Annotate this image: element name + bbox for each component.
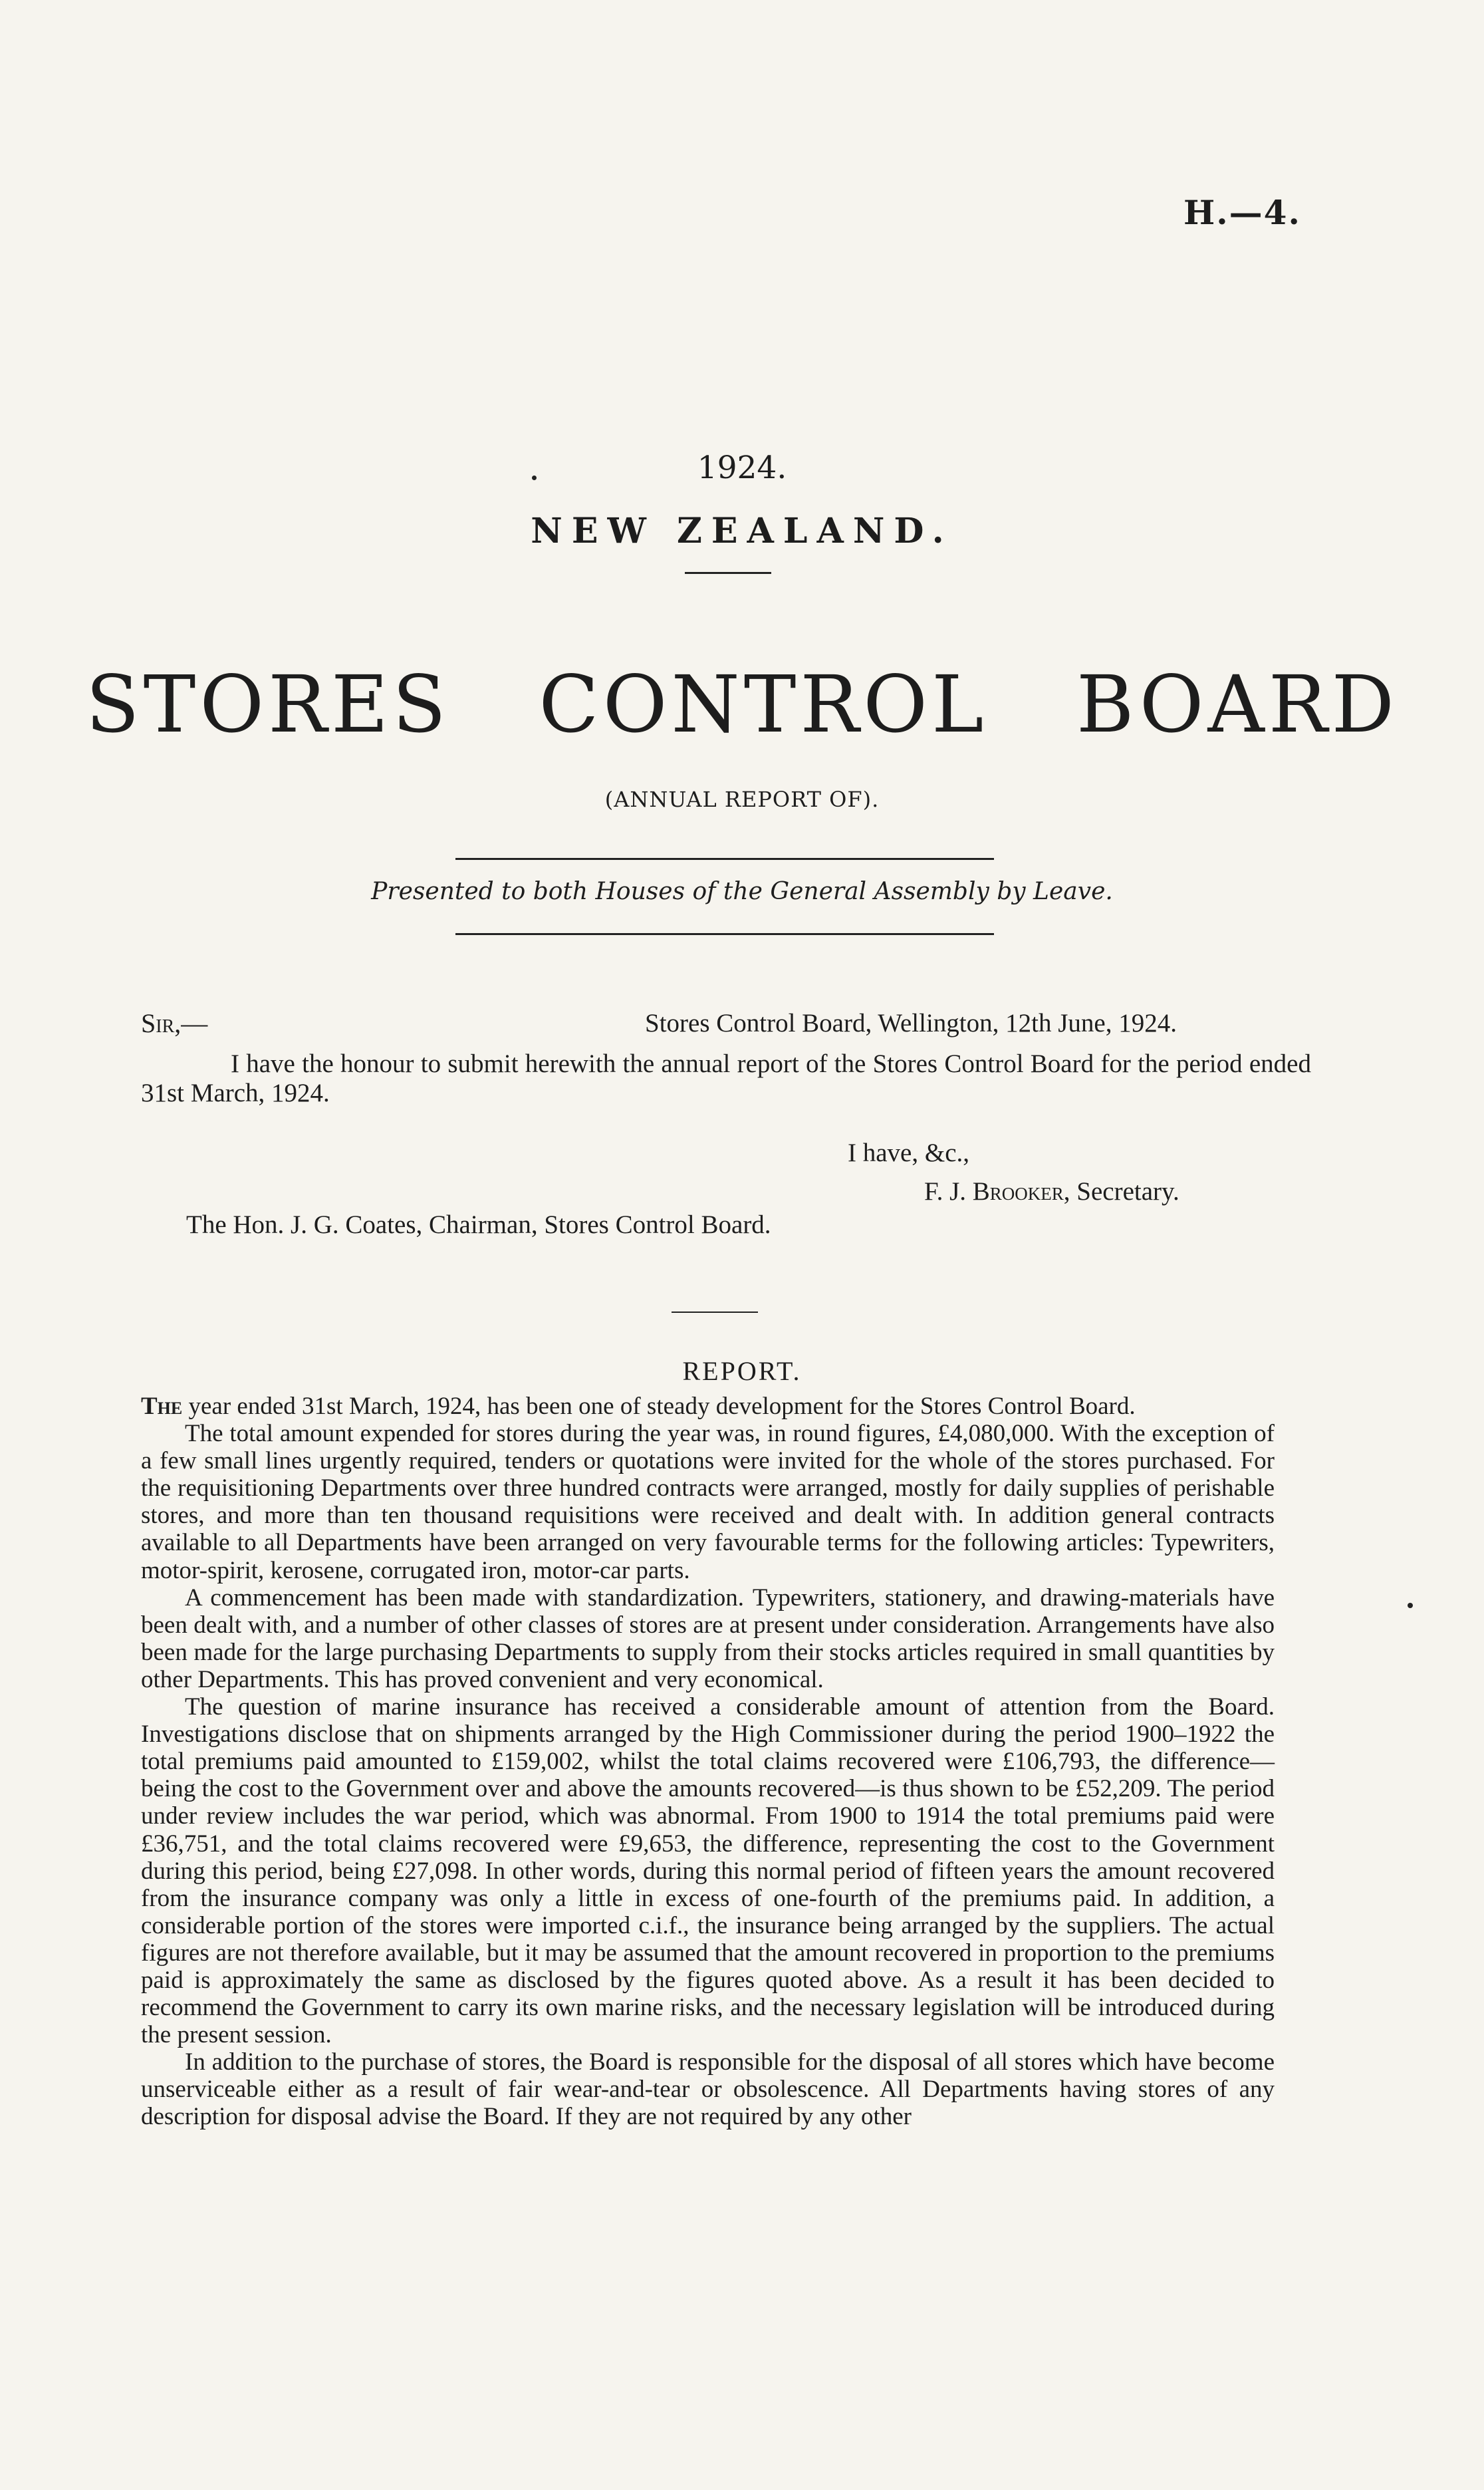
letter-addressee: The Hon. J. G. Coates, Chairman, Stores Control Board. bbox=[186, 1210, 771, 1239]
country-heading: NEW ZEALAND. bbox=[531, 511, 953, 551]
report-first-word: The bbox=[141, 1393, 183, 1420]
report-heading: REPORT. bbox=[682, 1356, 802, 1386]
report-paragraph-2: The total amount expended for stores during the year was, in round figures, £4,080,000. With the exception of a few small lines urgently required, tenders or quotations were invited for the whole of the stores purchased. For the requisitioning Departments over three hundred contracts were arranged, mostly for daily supplies of perishable stores, and more than ten thousand requisitions were received and dealt with. In addition general contracts available to all Departments have been arranged on very favourable terms for the following articles: Typewriters, motor-spirit, kerosene, corrugated iron, motor-car parts. bbox=[141, 1420, 1275, 1584]
report-paragraph-4: The question of marine insurance has received a considerable amount of attention from the Board. Investigations disclose that on shipments arranged by the High Commissioner during the period 1900–1922 the total premiums paid amounted to £159,002, whilst the total claims recovered were £106,793, the difference—being the cost to the Government over and above the amounts recovered—is thus shown to be £52,209. The period under review includes the war period, which was abnormal. From 1900 to 1914 the total premiums paid were £36,751, and the total claims recovered were £9,653, the difference, representing the cost to the Government during this period, being £27,098. In other words, during this normal period of fifteen years the amount recovered from the insurance company was only a little in excess of one-fourth of the premiums paid. In addition, a considerable portion of the stores were imported c.i.f., the insurance being arranged by the suppliers. The actual figures are not therefore available, but it may be assumed that the amount recovered in proportion to the premiums paid is approximately the same as disclosed by the figures quoted above. As a result it has been decided to recommend the Government to carry its own marine risks, and the necessary legislation will be introduced during the present session. bbox=[141, 1693, 1275, 2049]
divider-short bbox=[685, 572, 771, 574]
report-paragraph-3: A commencement has been made with standardization. Typewriters, stationery, and drawing-materials have been dealt with, and a number of other classes of stores are at present under consideration. Arrangements have also been made for the large purchasing Departments to supply from their stocks articles required in small quantities by other Departments. This has proved convenient and very economical. bbox=[141, 1584, 1275, 1693]
presented-line: Presented to both Houses of the General Assembly by Leave. bbox=[371, 878, 1113, 905]
stray-mark bbox=[1408, 1603, 1413, 1608]
stray-mark bbox=[532, 476, 537, 480]
letter-salutation: Sir,— bbox=[141, 1008, 208, 1038]
letter-dateline: Stores Control Board, Wellington, 12th June, 1924. bbox=[645, 1009, 1177, 1038]
divider-top bbox=[455, 858, 994, 860]
document-title: STORES CONTROL BOARD bbox=[85, 658, 1399, 750]
letter-closing: I have, &c., bbox=[848, 1139, 970, 1167]
letter-intro: I have the honour to submit herewith the annual report of the Stores Control Board for the period ended 31st March, 1924. bbox=[141, 1049, 1311, 1107]
section-divider bbox=[672, 1312, 758, 1313]
letter-signature bbox=[924, 1177, 1179, 1206]
report-body bbox=[141, 1393, 1275, 2131]
signature-name: F. J. Brooker bbox=[924, 1177, 1064, 1206]
divider-bottom bbox=[455, 933, 994, 935]
document-subtitle: (ANNUAL REPORT OF). bbox=[604, 787, 880, 812]
page-reference: H.—4. bbox=[1183, 193, 1301, 232]
report-paragraph-1: The year ended 31st March, 1924, has been one of steady development for the Stores Control Board. bbox=[141, 1393, 1136, 1420]
report-paragraph-5: In addition to the purchase of stores, the Board is responsible for the disposal of all stores which have become unserviceable either as a result of fair wear-and-tear or obsolescence. All Departments having stores of any description for disposal advise the Board. If they are not required by any other bbox=[141, 2048, 1275, 2131]
report-year: 1924. bbox=[697, 450, 787, 486]
signature-title: , Secretary. bbox=[1063, 1177, 1179, 1206]
